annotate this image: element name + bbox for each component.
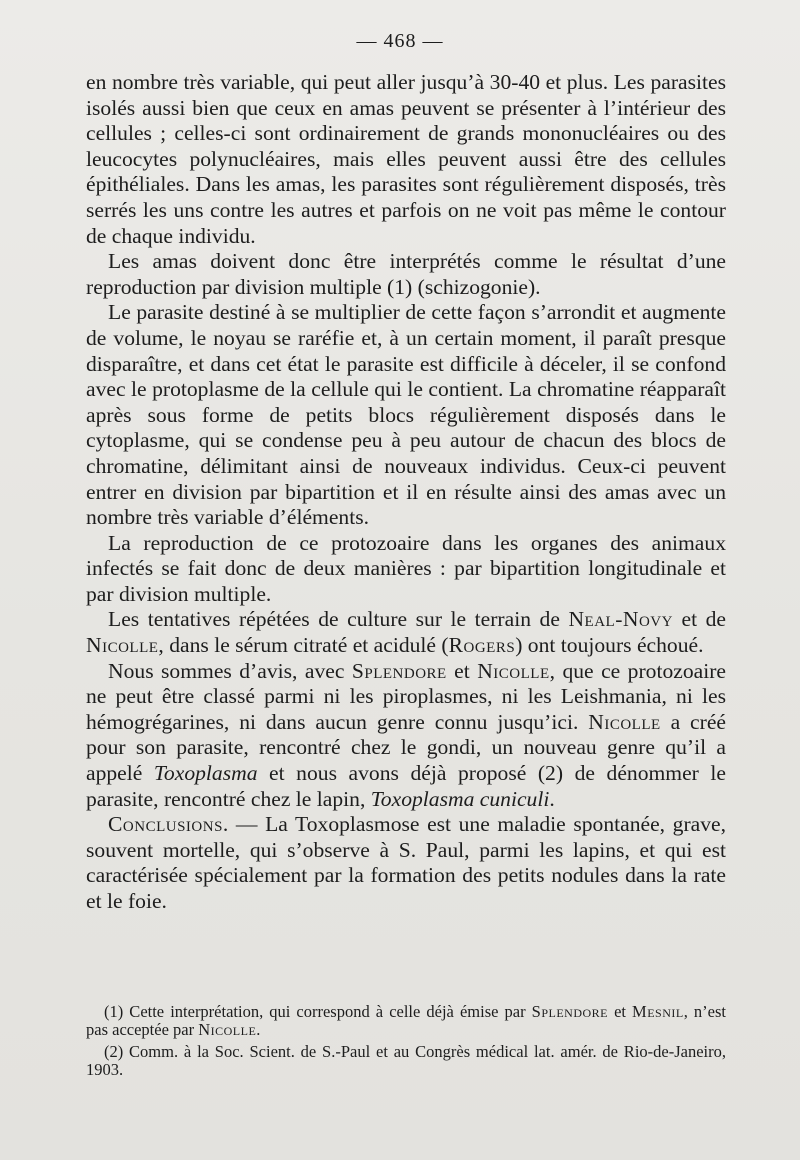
text-run: . — La Toxoplasmose est une maladie spontanée, grave, souvent mortelle, qui s’observe à S. Paul, parmi les lapins, et qui est caractérisée spécialement par la formation des petits nodules dans la rate et le foie.: [86, 812, 726, 913]
section-heading: Conclusions: [108, 812, 223, 837]
author-name: Neal-Novy: [568, 607, 673, 632]
paragraph-4: La reproduction de ce protozoaire dans les organes des animaux infectés se fait donc de deux manières : par bipartition longitudinale et par division multiple.: [86, 530, 726, 606]
species-name: Toxoplasma cuniculi: [370, 786, 550, 811]
author-name: Nicolle: [588, 709, 661, 734]
author-name: Nicolle: [86, 633, 159, 658]
paragraph-1: en nombre très variable, qui peut aller jusqu’à 30-40 et plus. Les parasites isolés aussi bien que ceux en amas peuvent se présenter à l’intérieur des cellules ; celles-ci sont ordinairement de grands mononucléaires ou des leucocytes polynucléaires, mais elles peuvent aussi être des cellules épithéliales. Dans les amas, les parasites sont régulièrement disposés, très serrés les uns contre les autres et parfois on ne voit pas même le contour de chaque individu.: [86, 70, 726, 248]
text-run: , n’est pas acceptée par: [86, 1002, 726, 1039]
author-name: Splendore: [351, 658, 447, 683]
author-name: Nicolle: [198, 1020, 257, 1039]
text-run: a créé pour son parasite, rencontré chez le gondi, un nouveau genre qu’il a appelé: [86, 709, 727, 786]
text-run: et: [608, 1002, 633, 1021]
author-name: Rogers: [448, 633, 516, 658]
body-text: [86, 70, 726, 915]
text-run: , dans le sérum citraté et acidulé (: [158, 633, 449, 658]
paragraph-3: Le parasite destiné à se multiplier de cette façon s’arrondit et augmente de volume, le noyau se raréfie et, à un certain moment, il paraît presque disparaître, et dans cet état le parasite est difficile à déceler, il se confond avec le protoplasme de la cellule qui le contient. La chromatine réapparaît après sous forme de petits blocs régulièrement disposés dans le cytoplasme, qui se condense peu à peu autour de chacun des blocs de chromatine, délimitant ainsi de nouveaux individus. Ceux-ci peuvent entrer en division par bipartition et il en résulte ainsi des amas avec un nombre très variable d’éléments.: [86, 300, 726, 530]
paragraph-2: Les amas doivent donc être interprétés comme le résultat d’une reproduction par division multiple (1) (schizogonie).: [86, 249, 726, 299]
paragraph-conclusions: [86, 812, 726, 914]
text-run: .: [549, 786, 555, 811]
author-name: Mesnil: [632, 1002, 684, 1021]
text-run: Nous sommes d’avis, avec: [108, 658, 352, 683]
text-run: (1) Cette interprétation, qui correspond à celle déjà émise par: [104, 1002, 532, 1021]
footnote-1: [86, 1003, 726, 1039]
footnotes: [86, 1003, 726, 1083]
page-number: — 468 —: [356, 30, 444, 52]
paragraph-6: [86, 659, 726, 813]
text-run: .: [256, 1020, 261, 1039]
text-run: Les tentatives répétées de culture sur le terrain de: [108, 607, 569, 632]
author-name: Nicolle: [477, 658, 550, 683]
text-run: et de: [672, 607, 727, 632]
footnote-2: (2) Comm. à la Soc. Scient. de S.-Paul et au Congrès médical lat. amér. de Rio-de-Janeiro, 1903.: [86, 1042, 726, 1079]
text-run: et: [446, 658, 478, 683]
paragraph-5: [86, 607, 726, 658]
genus-name: Toxoplasma: [153, 761, 258, 786]
author-name: Splendore: [531, 1002, 608, 1021]
text-run: ) ont toujours échoué.: [515, 633, 704, 658]
text-run: et nous avons déjà proposé (2) de dénommer le parasite, rencontré chez le lapin,: [86, 761, 726, 811]
text-run: , que ce protozoaire ne peut être classé parmi ni les piroplasmes, ni les Leishmania, ni les hémogrégarines, ni dans aucun genre connu jusqu’ici.: [86, 658, 727, 734]
